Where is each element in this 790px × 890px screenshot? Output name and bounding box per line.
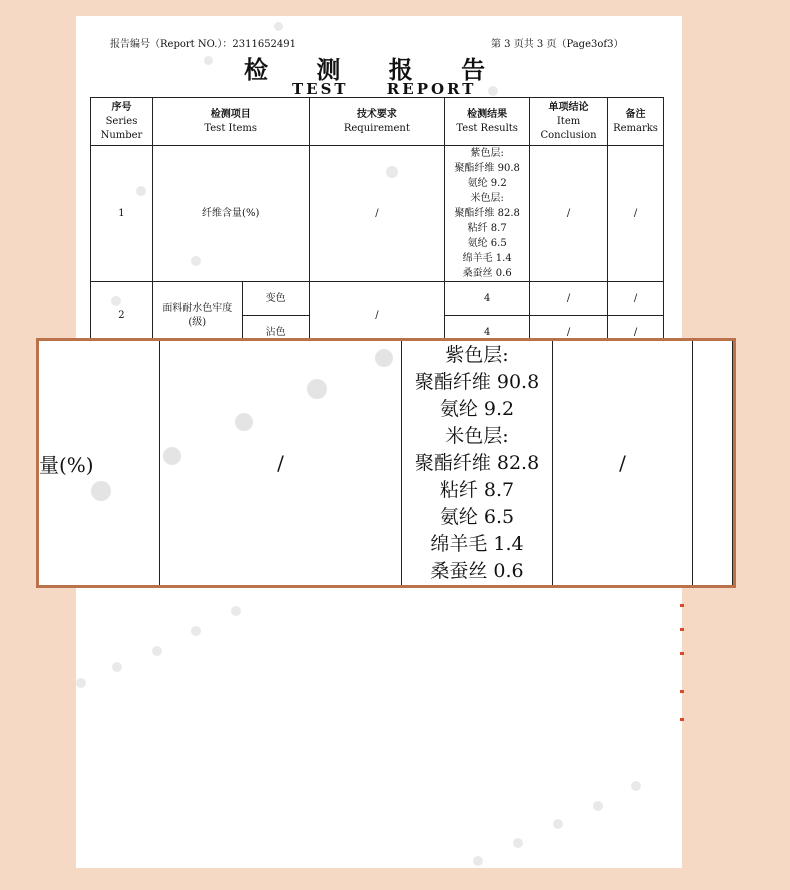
zoom-item-text: 量(%) [39,452,94,477]
zoom-requirement-cell [160,341,402,585]
table-row [91,282,664,316]
col-header-results: 检测结果 Test Results [445,98,530,146]
report-number: 报告编号（Report NO.）：2311652491 [110,39,297,50]
background-dot [204,56,213,65]
zoom-conclusion: / [619,451,626,475]
row2-sub2-remarks: / [608,316,664,350]
background-dot [76,678,86,688]
background-dot [553,819,563,829]
row2-sub1-remarks: / [608,282,664,316]
col-header-remarks: 备注 Remarks [608,98,664,146]
zoom-result-line: 聚酯纤维 82.8 [414,451,540,474]
red-mark [680,690,684,693]
background-dot [488,86,498,96]
red-mark [680,604,684,607]
red-mark [680,652,684,655]
row1-item: 纤维含量(%) [152,146,309,282]
col-header-items: 检测项目 Test Items [152,98,309,146]
zoom-result-line: 聚酯纤维 90.8 [414,370,540,393]
row2-sub1-name: 变色 [242,282,309,316]
red-mark [680,628,684,631]
col-header-series: 序号 Series Number [91,98,153,146]
report-table [90,97,664,350]
background-dot [473,856,483,866]
background-dot [274,22,283,31]
zoom-remarks-cell [693,341,733,585]
zoom-callout [36,338,736,588]
title-en: TEST REPORT [292,80,477,98]
zoom-item-cell [39,341,160,585]
background-dot [231,606,241,616]
table-row [91,146,664,282]
zoom-result-line: 紫色层: [445,343,509,366]
table-header-row [91,98,664,146]
red-mark [680,718,684,721]
page-info: 第 3 页共 3 页（Page3of3） [491,39,624,50]
row1-no: 1 [91,146,153,282]
zoom-result-line: 氨纶 9.2 [439,397,515,420]
zoom-result-line: 桑蚕丝 0.6 [430,559,524,582]
row2-sub1-conclusion: / [530,282,608,316]
col-header-conclusion: 单项结论 Item Conclusion [530,98,608,146]
zoom-result-line: 氨纶 6.5 [439,505,515,528]
row2-sub2-conclusion: / [530,316,608,350]
title-cn: 检 测 报 告 [244,55,506,84]
background-dot [513,838,523,848]
zoom-requirement: / [277,451,284,475]
row1-conclusion: / [530,146,608,282]
row2-sub1-result: 4 [445,282,530,316]
row1-remarks: / [608,146,664,282]
zoom-result-line: 绵羊毛 1.4 [430,532,524,555]
background-dot [631,781,641,791]
background-dot [191,626,201,636]
row2-sub2-name: 沾色 [242,316,309,350]
background-dot [593,801,603,811]
background-dot [152,646,162,656]
background-dot [112,662,122,672]
row2-requirement: / [309,282,445,350]
row2-sub2-result: 4 [445,316,530,350]
row1-results: 紫色层: 聚酯纤维 90.8 氨纶 9.2 米色层: 聚酯纤维 82.8 粘纤 8.7 氨纶 6.5 绵羊毛 1.4 桑蚕丝 0.6 [445,146,530,282]
zoom-result-line: 粘纤 8.7 [439,478,515,501]
zoom-conclusion-cell [553,341,693,585]
row2-no: 2 [91,282,153,350]
row1-requirement: / [309,146,445,282]
row2-item: 面料耐水色牢度(级) [152,282,242,350]
zoom-result-line: 米色层: [445,424,509,447]
col-header-requirement: 技术要求 Requirement [309,98,445,146]
zoom-results-cell [402,341,553,585]
